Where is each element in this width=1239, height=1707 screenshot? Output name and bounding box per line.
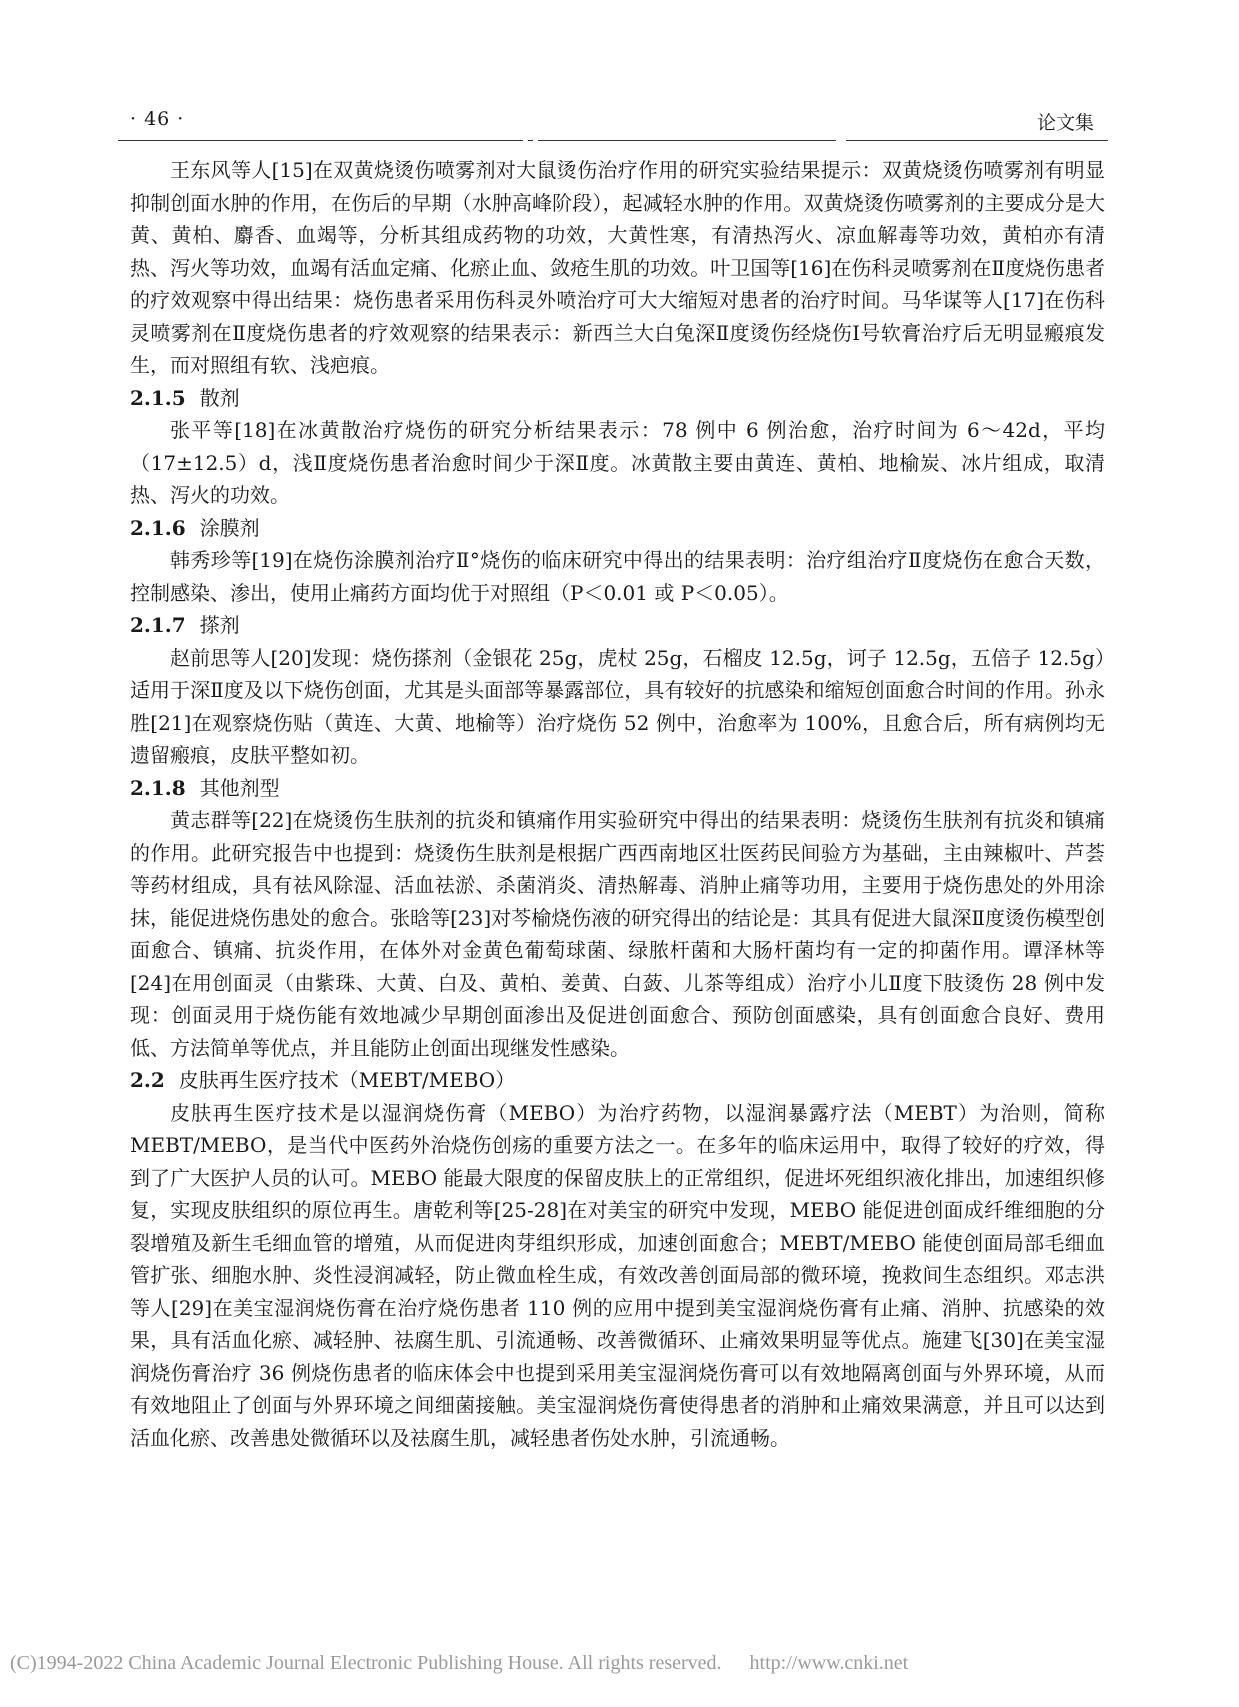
body-paragraph: 皮肤再生医疗技术是以湿润烧伤膏（MEBO）为治疗药物，以湿润暴露疗法（MEBT）为治则，简称 MEBT/MEBO，是当代中医药外治烧伤创疡的重要方法之一。在多年的临床运用中，取得了较好的疗效，得到了广大医护人员的认可。MEBO 能最大限度的保留皮肤上的正常组织，促进坏死组织液化排出，加速组织修复，实现皮肤组织的原位再生。唐乾利等[25-28]在对美宝的研究中发现，MEBO 能促进创面成纤维细胞的分裂增殖及新生毛细血管的增殖，从而促进肉芽组织形成，加速创面愈合；MEBT/MEBO 能使创面局部毛细血管扩张、细胞水肿、炎性浸润减轻，防止微血栓生成，有效改善创面局部的微环境，挽救间生态组织。邓志洪等人[29]在美宝湿润烧伤膏在治疗烧伤患者 110 例的应用中提到美宝湿润烧伤膏有止痛、消肿、抗感染的效果，具有活血化瘀、减轻肿、祛腐生肌、引流通畅、改善微循环、止痛效果明显等优点。施建飞[30]在美宝湿润烧伤膏治疗 36 例烧伤患者的临床体会中也提到采用美宝湿润烧伤膏可以有效地隔离创面与外界环境，从而有效地阻止了创面与外界环境之间细菌接触。美宝湿润烧伤膏使得患者的消肿和止痛效果满意，并且可以达到活血化瘀、改善患处微循环以及祛腐生肌，减轻患者伤处水肿，引流通畅。 xyxy=(130,1100,1105,1450)
section-title: 搽剂 xyxy=(199,613,240,637)
body-paragraph: 张平等[18]在冰黄散治疗烧伤的研究分析结果表示：78 例中 6 例治愈，治疗时间为 6～42d，平均（17±12.5）d，浅Ⅱ度烧伤患者治愈时间少于深Ⅱ度。冰黄散主要由黄连、黄柏、地榆炭、冰片组成，取清热、泻火的功效。 xyxy=(130,418,1105,507)
copyright-footer xyxy=(10,1652,1239,1675)
section-heading xyxy=(130,609,1105,642)
cnki-link[interactable]: http://www.cnki.net xyxy=(749,1652,909,1674)
section-title: 其他剂型 xyxy=(199,775,280,800)
body-paragraph: 赵前思等人[20]发现：烧伤搽剂（金银花 25g，虎杖 25g，石榴皮 12.5g，诃子 12.5g，五倍子 12.5g）适用于深Ⅱ度及以下烧伤创面，尤其是头面部等暴露部位，具有较好的抗感染和缩短创面愈合时间的作用。孙永胜[21]在观察烧伤贴（黄连、大黄、地榆等）治疗烧伤 52 例中，治愈率为 100%，且愈合后，所有病例均无遗留瘢痕，皮肤平整如初。 xyxy=(130,645,1105,767)
section-heading xyxy=(130,382,1105,415)
header-rule xyxy=(528,140,533,141)
body-paragraph: 王东风等人[15]在双黄烧烫伤喷雾剂对大鼠烫伤治疗作用的研究实验结果提示：双黄烧烫伤喷雾剂有明显抑制创面水肿的作用，在伤后的早期（水肿高峰阶段），起减轻水肿的作用。双黄烧烫伤喷雾剂的主要成分是大黄、黄柏、麝香、血竭等，分析其组成药物的功效，大黄性寒，有清热泻火、凉血解毒等功效，黄柏亦有清热、泻火等功效，血竭有活血定痛、化瘀止血、敛疮生肌的功效。叶卫国等[16]在伤科灵喷雾剂在Ⅱ度烧伤患者的疗效观察中得出结果：烧伤患者采用伤科灵外喷治疗可大大缩短对患者的治疗时间。马华谋等人[17]在伤科灵喷雾剂在Ⅱ度烧伤患者的疗效观察的结果表示：新西兰大白兔深Ⅱ度烫伤经烧伤Ⅰ号软膏治疗后无明显瘢痕发生，而对照组有软、浅疤痕。 xyxy=(130,158,1105,377)
section-heading xyxy=(130,1064,1105,1097)
section-title: 皮肤再生医疗技术（MEBT/MEBO） xyxy=(178,1068,516,1092)
body-paragraph: 韩秀珍等[19]在烧伤涂膜剂治疗Ⅱ°烧伤的临床研究中得出的结果表明：治疗组治疗Ⅱ度烧伤在愈合天数，控制感染、渗出，使用止痛药方面均优于对照组（P＜0.01 或 P＜0.05）。 xyxy=(130,548,1105,605)
journal-name: 论文集 xyxy=(1036,112,1094,134)
copyright-text: (C)1994-2022 China Academic Journal Electronic Publishing House. All rights reserved. xyxy=(10,1652,722,1674)
section-number: 2.1.6 xyxy=(130,515,186,540)
section-number: 2.1.8 xyxy=(130,775,186,800)
header-rule xyxy=(118,140,523,141)
page-number: · 46 · xyxy=(130,108,185,130)
section-title: 散剂 xyxy=(199,385,240,410)
section-heading xyxy=(130,512,1105,545)
body-paragraph: 黄志群等[22]在烧烫伤生肤剂的抗炎和镇痛作用实验研究中得出的结果表明：烧烫伤生肤剂有抗炎和镇痛的作用。此研究报告中也提到：烧烫伤生肤剂是根据广西西南地区壮医药民间验方为基础，主由辣椒叶、芦荟等药材组成，具有祛风除湿、活血祛淤、杀菌消炎、清热解毒、消肿止痛等功用，主要用于烧伤患处的外用涂抹，能促进烧伤患处的愈合。张晗等[23]对芩榆烧伤液的研究得出的结论是：其具有促进大鼠深Ⅱ度烫伤模型创面愈合、镇痛、抗炎作用，在体外对金黄色葡萄球菌、绿脓杆菌和大肠杆菌均有一定的抑菌作用。谭泽林等[24]在用创面灵（由紫珠、大黄、白及、黄柏、姜黄、白蔹、儿茶等组成）治疗小儿Ⅱ度下肢烫伤 28 例中发现：创面灵用于烧伤能有效地减少早期创面渗出及促进创面愈合、预防创面感染，具有创面愈合良好、费用低、方法简单等优点，并且能防止创面出现继发性感染。 xyxy=(130,808,1105,1060)
section-title: 涂膜剂 xyxy=(199,515,260,540)
section-heading xyxy=(130,772,1105,805)
section-number: 2.2 xyxy=(130,1068,165,1092)
page-header xyxy=(118,108,1108,142)
article-body xyxy=(130,154,1105,1454)
section-number: 2.1.5 xyxy=(130,385,186,410)
section-number: 2.1.7 xyxy=(130,613,186,637)
header-rule xyxy=(846,140,1108,141)
header-rule xyxy=(538,140,836,141)
